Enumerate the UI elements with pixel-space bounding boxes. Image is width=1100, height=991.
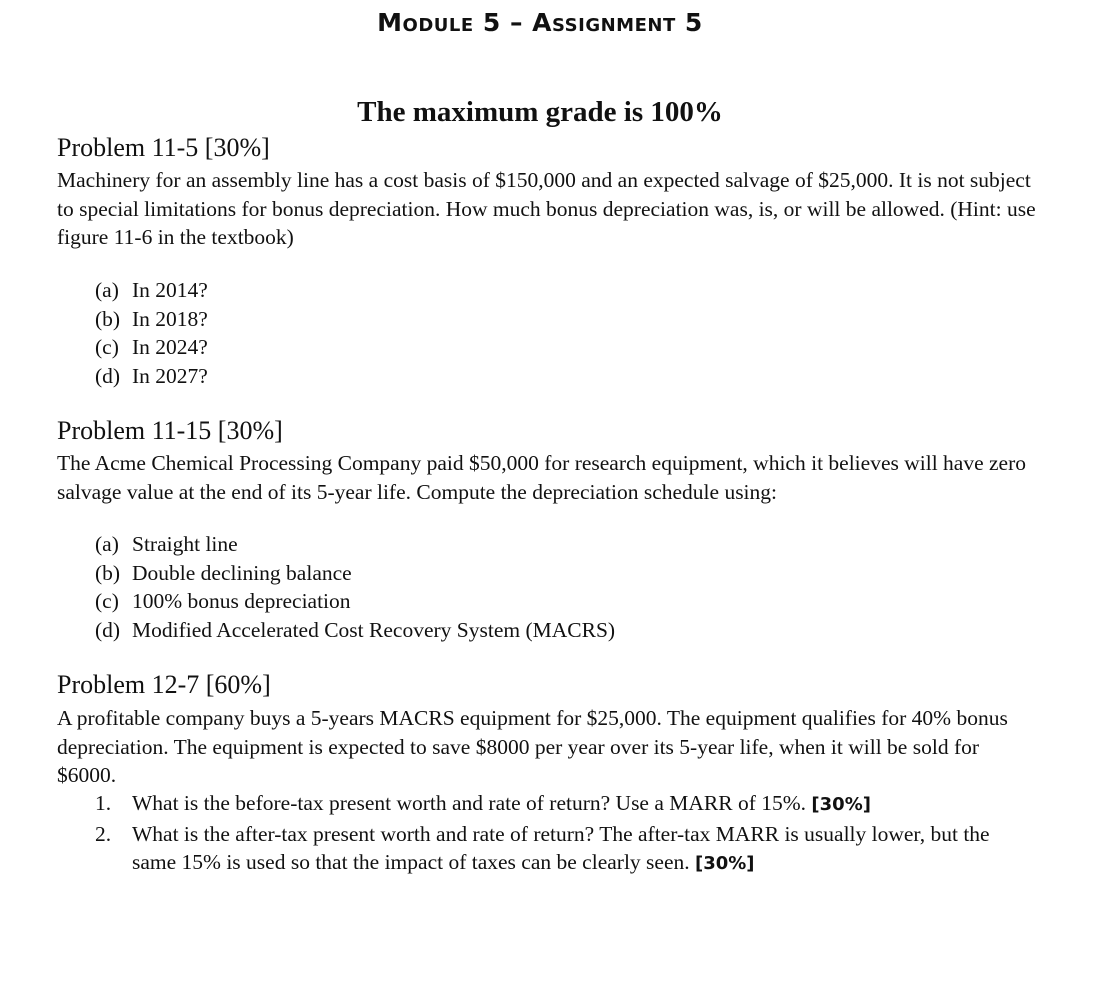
list-item	[95, 559, 615, 588]
item-text: Straight line	[132, 532, 238, 556]
list-item	[95, 362, 208, 391]
module-title: Module 5 – Assignment 5	[377, 8, 703, 37]
item-marker: (b)	[95, 560, 121, 585]
item-marker: (c)	[95, 335, 119, 360]
item-marker: (d)	[95, 618, 121, 643]
item-marker: (b)	[95, 306, 121, 331]
problem-text-11-15: The Acme Chemical Processing Company paid $50,000 for research equipment, which it believes will have zero salvage value at the end of its 5-year life. Compute the depreciation schedule using:	[57, 451, 1027, 504]
problem-heading-11-5: Problem 11-5 [30%]	[57, 133, 270, 162]
list-item	[95, 789, 995, 820]
list-item	[95, 587, 615, 616]
item-marker: (c)	[95, 589, 119, 614]
item-text: What is the after-tax present worth and rate of return? The after-tax MARR is usually lower, but the same 15% is used so that the impact of taxes can be clearly seen.	[132, 821, 990, 874]
list-item	[95, 616, 615, 645]
list-item	[95, 530, 615, 559]
problem-text-11-5: Machinery for an assembly line has a cost basis of $150,000 and an expected salvage of $25,000. It is not subject to special limitations for bonus depreciation. How much bonus depreciation was, is, or will be allowed. (Hint: use figure 11-6 in the textbook)	[57, 168, 1036, 249]
problem-heading-12-7: Problem 12-7 [60%]	[57, 670, 271, 699]
item-marker: 1.	[95, 791, 112, 815]
problem-12-7-questions	[95, 789, 995, 879]
problem-11-5-parts	[95, 276, 208, 391]
item-text: In 2014?	[132, 278, 208, 302]
grade-title: The maximum grade is 100%	[357, 96, 723, 128]
weight-tag: [30%]	[811, 794, 871, 815]
item-text: In 2018?	[132, 306, 208, 331]
list-item	[95, 820, 995, 879]
item-marker: (a)	[95, 278, 119, 302]
item-marker: (a)	[95, 532, 119, 556]
item-text: What is the before-tax present worth and rate of return? Use a MARR of 15%.	[132, 791, 807, 815]
item-text: Double declining balance	[132, 560, 352, 585]
item-text: In 2027?	[132, 364, 208, 389]
list-item	[95, 305, 208, 334]
item-marker: (d)	[95, 364, 121, 389]
item-text: Modified Accelerated Cost Recovery System (MACRS)	[132, 618, 616, 643]
problem-heading-11-15: Problem 11-15 [30%]	[57, 416, 283, 445]
list-item	[95, 276, 208, 305]
problem-text-12-7: A profitable company buys a 5-years MACRS equipment for $25,000. The equipment qualifies for 40% bonus depreciation. The equipment is expected to save $8000 per year over its 5-year life, when it will be sold for $6000.	[57, 706, 1008, 787]
problem-11-15-parts	[95, 530, 615, 645]
weight-tag: [30%]	[695, 853, 755, 874]
item-marker: 2.	[95, 821, 112, 846]
item-text: 100% bonus depreciation	[132, 589, 351, 614]
list-item	[95, 333, 208, 362]
item-text: In 2024?	[132, 335, 208, 360]
